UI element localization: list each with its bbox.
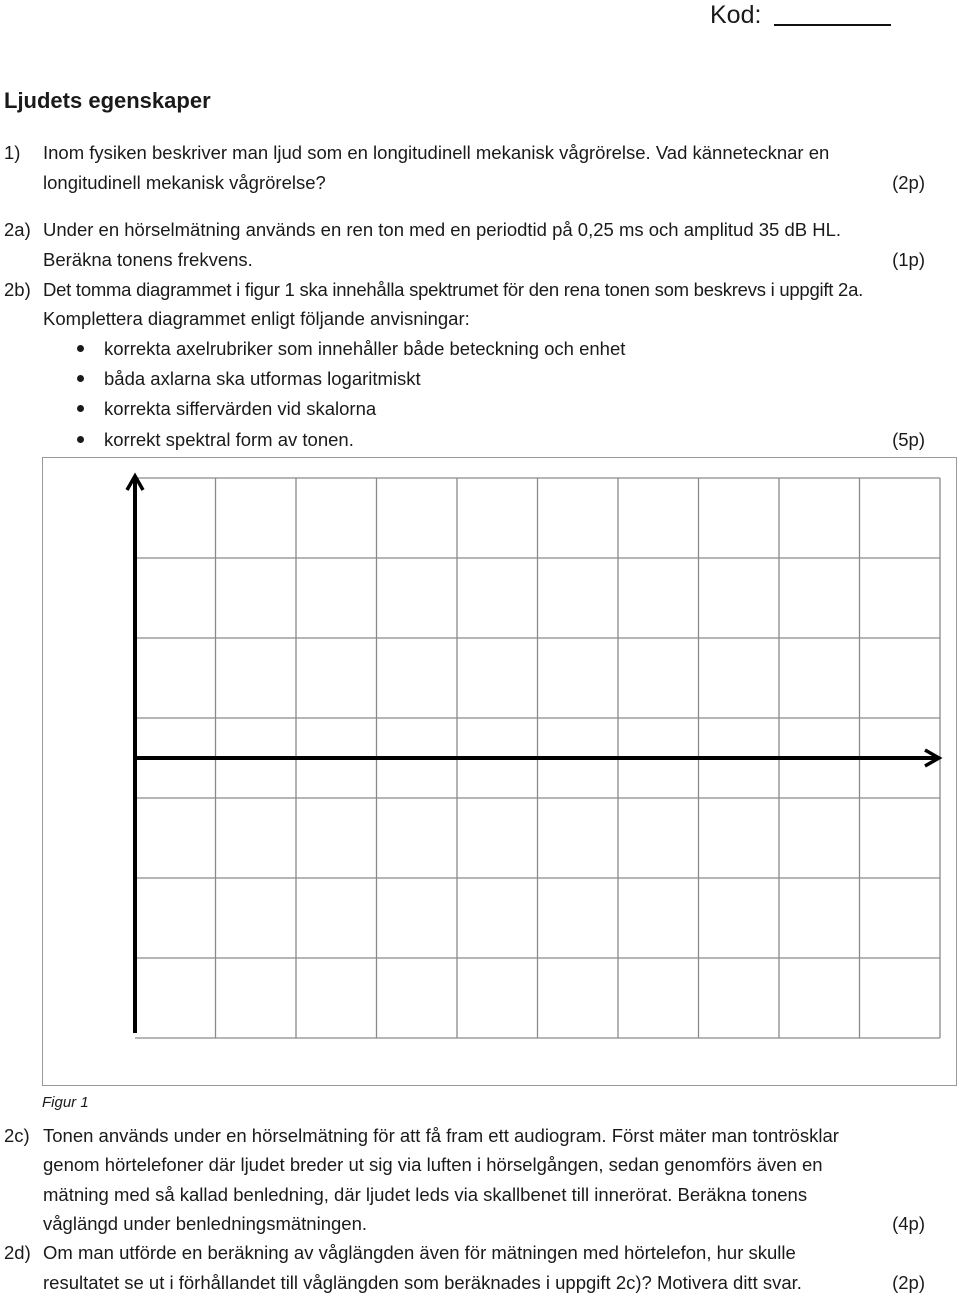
q2d-number: 2d) [4, 1242, 31, 1263]
q2a-points: (1p) [892, 249, 925, 270]
q2b-bullet-1: korrekta axelrubriker som innehåller både beteckning och enhet [104, 338, 626, 359]
q1-line2: longitudinell mekanisk vågrörelse? [43, 172, 326, 193]
q2d-points: (2p) [892, 1272, 925, 1293]
axes [127, 476, 939, 1033]
q2c-line4: våglängd under benledningsmätningen. [43, 1213, 368, 1234]
q2a-line1: Under en hörselmätning används en ren ton med en periodtid på 0,25 ms och amplitud 35 dB HL. [43, 219, 842, 240]
kod-label: Kod: [710, 1, 762, 29]
q1-points: (2p) [892, 172, 925, 193]
q2b-line1: Det tomma diagrammet i figur 1 ska innehålla spektrumet för den rena tonen som beskrevs i uppgift 2a. [43, 279, 864, 300]
q2b-bullet-4: korrekt spektral form av tonen. [104, 429, 354, 450]
q2b-number: 2b) [4, 279, 31, 300]
q2c-points: (4p) [892, 1213, 925, 1234]
q2a-number: 2a) [4, 219, 31, 240]
q2d-line2: resultatet se ut i förhållandet till våglängden som beräknades i uppgift 2c)? Motivera ditt svar. [43, 1272, 802, 1293]
q2c-number: 2c) [4, 1125, 30, 1146]
figure-caption: Figur 1 [42, 1094, 89, 1111]
q2b-bullet-3: korrekta siffervärden vid skalorna [104, 398, 377, 419]
q1-number: 1) [4, 142, 21, 163]
q2a-line2: Beräkna tonens frekvens. [43, 249, 253, 270]
q2c-line3: mätning med så kallad benledning, där ljudet leds via skallbenet till innerörat. Beräkna tonens [43, 1184, 808, 1205]
q2b-points: (5p) [892, 429, 925, 450]
q2d-line1: Om man utförde en beräkning av våglängden även för mätningen med hörtelefon, hur skulle [43, 1242, 796, 1263]
q1-line1: Inom fysiken beskriver man ljud som en longitudinell mekanisk vågrörelse. Vad kännetecknar en [43, 142, 830, 163]
q2b-bullet-2: båda axlarna ska utformas logaritmiskt [104, 368, 421, 389]
q2c-line1: Tonen används under en hörselmätning för att få fram ett audiogram. Först mäter man tontrösklar [43, 1125, 839, 1146]
q2c-line2: genom hörtelefoner där ljudet breder ut sig via luften i hörselgången, sedan genomförs även en [43, 1154, 823, 1175]
q2b-line2: Komplettera diagrammet enligt följande anvisningar: [43, 308, 470, 329]
page-title: Ljudets egenskaper [4, 88, 211, 113]
